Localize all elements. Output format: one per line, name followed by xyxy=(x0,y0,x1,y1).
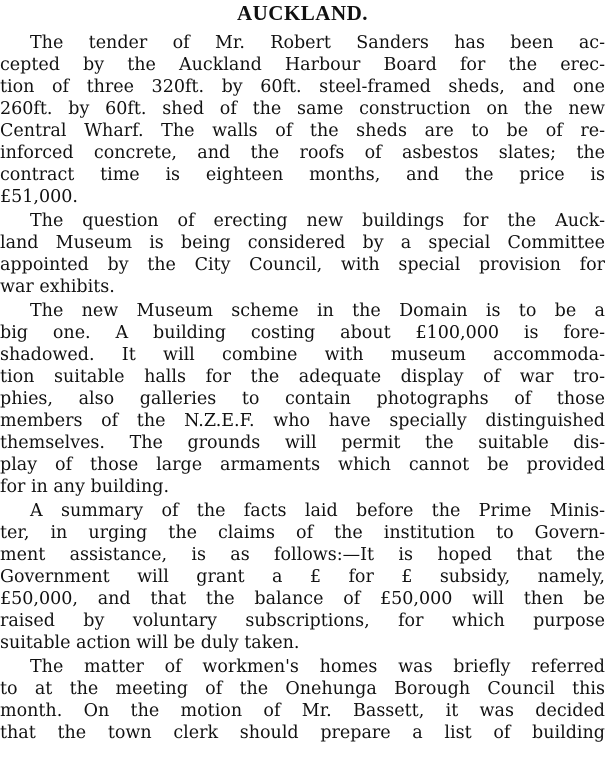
text-line: land Museum is being considered by a special Committee xyxy=(0,233,605,253)
text-line: war exhibits. xyxy=(0,277,115,297)
text-line: The matter of workmen's homes was briefly referred xyxy=(30,657,605,677)
text-line: inforced concrete, and the roofs of asbestos slates; the xyxy=(0,143,605,163)
text-line: A summary of the facts laid before the Prime Minis- xyxy=(30,501,605,521)
text-line: The question of erecting new buildings for the Auck- xyxy=(30,211,605,231)
text-line: contract time is eighteen months, and the price is xyxy=(0,165,605,185)
text-line: The tender of Mr. Robert Sanders has been ac- xyxy=(30,33,605,53)
text-line: members of the N.Z.E.F. who have specially distinguished xyxy=(0,411,605,431)
text-line: Central Wharf. The walls of the sheds are to be of re- xyxy=(0,121,605,141)
text-line: tion suitable halls for the adequate display of war tro- xyxy=(0,367,605,387)
text-line: ment assistance, is as follows:—It is hoped that the xyxy=(0,545,605,565)
text-line: month. On the motion of Mr. Bassett, it was decided xyxy=(0,701,605,721)
text-line: shadowed. It will combine with museum accommoda- xyxy=(0,345,605,365)
text-line: to at the meeting of the Onehunga Borough Council this xyxy=(0,679,605,699)
text-line: themselves. The grounds will permit the suitable dis- xyxy=(0,433,605,453)
text-line: The new Museum scheme in the Domain is to be a xyxy=(30,301,605,321)
text-line: raised by voluntary subscriptions, for which purpose xyxy=(0,611,605,631)
text-line: for in any building. xyxy=(0,477,170,497)
text-line: play of those large armaments which cannot be provided xyxy=(0,455,605,475)
text-line: £51,000. xyxy=(0,187,78,207)
text-line: suitable action will be duly taken. xyxy=(0,633,300,653)
text-line: 260ft. by 60ft. shed of the same construction on the new xyxy=(0,99,605,119)
text-line: that the town clerk should prepare a list of building xyxy=(0,723,605,743)
text-line: big one. A building costing about £100,000 is fore- xyxy=(0,323,605,343)
article-heading: AUCKLAND. xyxy=(236,1,369,25)
text-line: phies, also galleries to contain photographs of those xyxy=(0,389,605,409)
text-line: tion of three 320ft. by 60ft. steel-framed sheds, and one xyxy=(0,77,605,97)
text-line: appointed by the City Council, with special provision for xyxy=(0,255,605,275)
text-line: £50,000, and that the balance of £50,000 will then be xyxy=(0,589,605,609)
text-line: cepted by the Auckland Harbour Board for the erec- xyxy=(0,55,605,75)
text-line: ter, in urging the claims of the institution to Govern- xyxy=(0,523,605,543)
text-line: Government will grant a £ for £ subsidy, namely, xyxy=(0,567,605,587)
